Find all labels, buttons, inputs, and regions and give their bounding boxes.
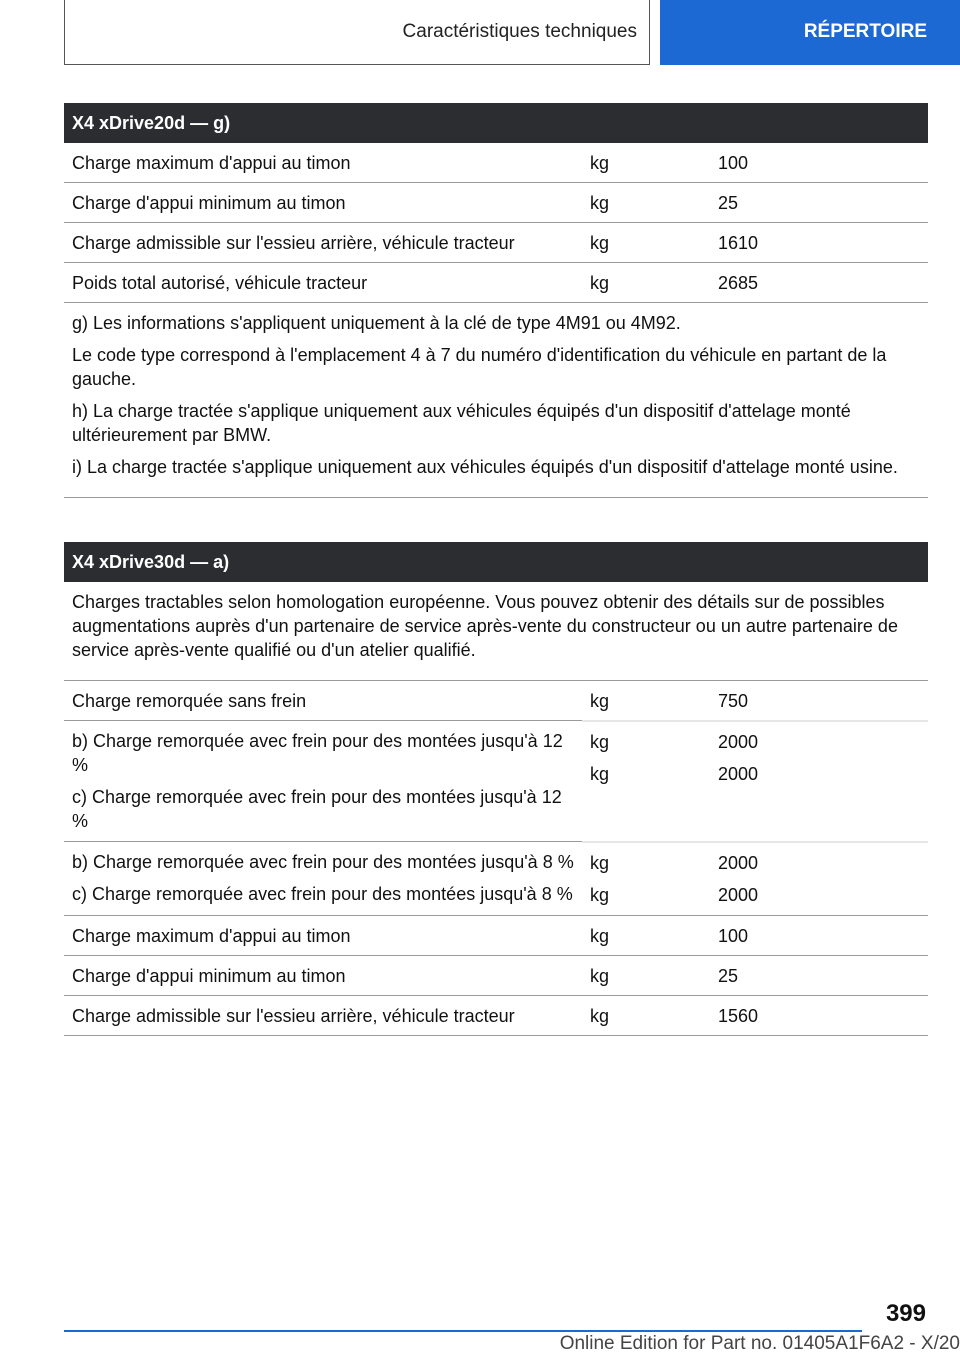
table-title: X4 xDrive30d — a) bbox=[64, 542, 928, 582]
row-unit: kg bbox=[590, 732, 610, 752]
row-unit: kg bbox=[590, 192, 610, 213]
table-row bbox=[64, 223, 928, 263]
edition-note: Online Edition for Part no. 01405A1F6A2 - X/20 bbox=[559, 1333, 960, 1354]
spec-table-xdrive20d bbox=[64, 103, 928, 498]
row-unit: kg bbox=[590, 232, 610, 253]
intro-text: Charges tractables selon homologation européenne. Vous pouvez obtenir des détails sur de possibles augmentations auprès d'un partenaire de service après-vente du constructeur ou un autre partenaire de service après-vente qualifié ou d'un atelier qualifié. bbox=[72, 592, 898, 660]
row-value: 1610 bbox=[718, 232, 759, 253]
row-label: Charge maximum d'appui au timon bbox=[72, 152, 351, 173]
row-unit: kg bbox=[590, 885, 610, 905]
table-row bbox=[64, 721, 928, 842]
row-value: 2685 bbox=[718, 272, 759, 293]
row-value: 2000 bbox=[718, 764, 759, 784]
row-value: 100 bbox=[718, 925, 749, 946]
row-label: c) Charge remorquée avec frein pour des montées jusqu'à 8 % bbox=[72, 884, 573, 904]
section-tab[interactable] bbox=[64, 0, 650, 65]
footnote: i) La charge tractée s'applique uniquement aux véhicules équipés d'un dispositif d'attelage monté usine. bbox=[72, 457, 898, 477]
row-value: 1560 bbox=[718, 1005, 759, 1026]
row-unit: kg bbox=[590, 690, 610, 711]
table-footnotes bbox=[64, 303, 928, 498]
row-value: 25 bbox=[718, 192, 739, 213]
row-unit: kg bbox=[590, 272, 610, 293]
row-value: 2000 bbox=[718, 853, 759, 873]
section-title: Caractéristiques techniques bbox=[402, 21, 637, 42]
row-label: Charge admissible sur l'essieu arrière, véhicule tracteur bbox=[72, 232, 515, 253]
row-unit: kg bbox=[590, 1005, 610, 1026]
row-label: b) Charge remorquée avec frein pour des montées jusqu'à 8 % bbox=[72, 852, 574, 872]
table-row bbox=[64, 956, 928, 996]
row-unit: kg bbox=[590, 965, 610, 986]
table-row bbox=[64, 143, 928, 183]
table-row bbox=[64, 183, 928, 223]
row-value: 2000 bbox=[718, 732, 759, 752]
row-value: 750 bbox=[718, 690, 749, 711]
table-row bbox=[64, 996, 928, 1036]
footnote: h) La charge tractée s'applique uniquement aux véhicules équipés d'un dispositif d'attelage monté ultérieurement par BMW. bbox=[72, 401, 851, 445]
row-value: 25 bbox=[718, 965, 739, 986]
row-label: Charge admissible sur l'essieu arrière, véhicule tracteur bbox=[72, 1005, 515, 1026]
page-number: 399 bbox=[885, 1300, 926, 1327]
spec-table-xdrive30d bbox=[64, 542, 928, 1036]
row-label: Charge maximum d'appui au timon bbox=[72, 925, 351, 946]
row-label: c) Charge remorquée avec frein pour des montées jusqu'à 12 % bbox=[72, 787, 562, 831]
table-title: X4 xDrive20d — g) bbox=[64, 103, 928, 143]
table-row bbox=[64, 842, 928, 916]
table-intro bbox=[64, 582, 928, 681]
row-label: Poids total autorisé, véhicule tracteur bbox=[72, 272, 368, 293]
table-row bbox=[64, 263, 928, 303]
row-unit: kg bbox=[590, 152, 610, 173]
row-value: 2000 bbox=[718, 885, 759, 905]
row-label: Charge d'appui minimum au timon bbox=[72, 965, 346, 986]
row-label: b) Charge remorquée avec frein pour des montées jusqu'à 12 % bbox=[72, 731, 563, 775]
table-row bbox=[64, 916, 928, 956]
row-unit: kg bbox=[590, 925, 610, 946]
index-tab[interactable] bbox=[660, 0, 960, 65]
footer-divider bbox=[64, 1330, 862, 1332]
index-tab-label: RÉPERTOIRE bbox=[803, 21, 927, 42]
row-label: Charge d'appui minimum au timon bbox=[72, 192, 346, 213]
footnote: Le code type correspond à l'emplacement 4 à 7 du numéro d'identification du véhicule en partant de la gauche. bbox=[72, 345, 887, 389]
footnote: g) Les informations s'appliquent uniquement à la clé de type 4M91 ou 4M92. bbox=[72, 313, 681, 333]
row-label: Charge remorquée sans frein bbox=[72, 690, 307, 711]
table-row bbox=[64, 681, 928, 721]
row-unit: kg bbox=[590, 764, 610, 784]
row-unit: kg bbox=[590, 853, 610, 873]
row-value: 100 bbox=[718, 152, 749, 173]
